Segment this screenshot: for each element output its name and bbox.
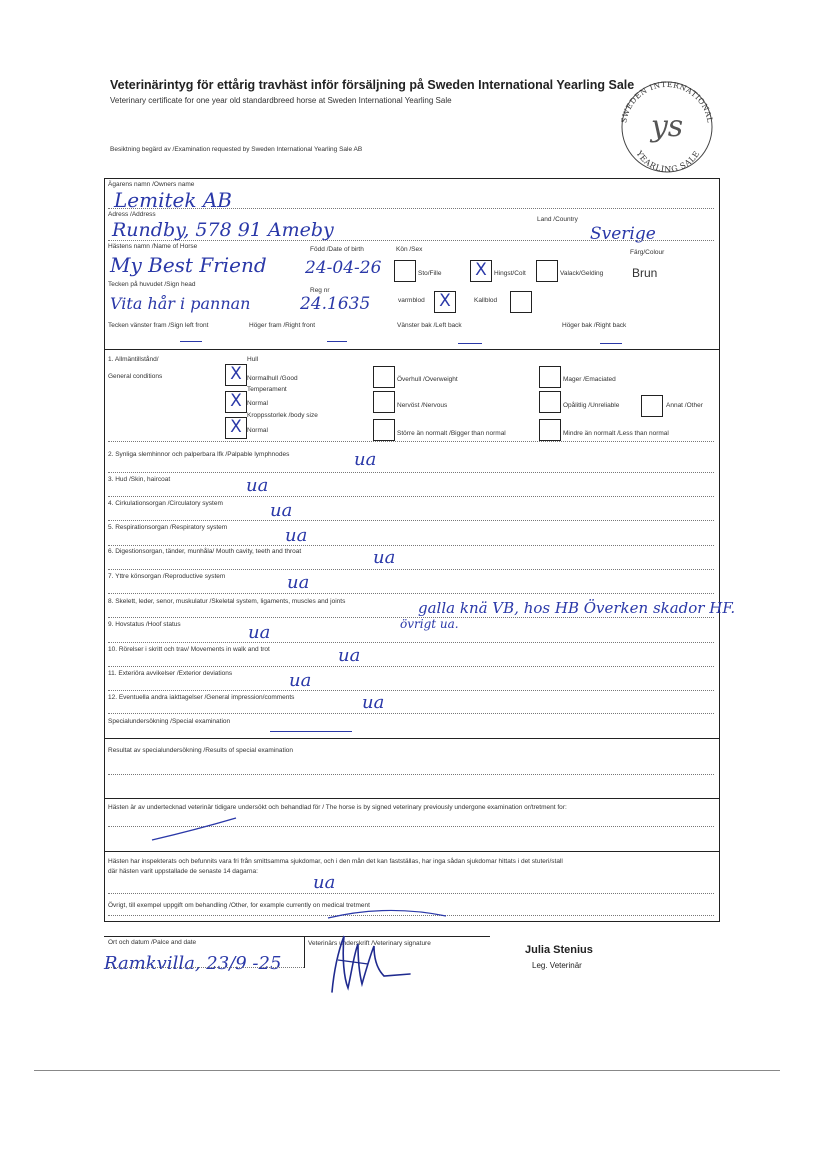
address-value: Rundby, 578 91 Ameby — [112, 219, 334, 241]
sex-checkbox-filly[interactable] — [394, 260, 416, 282]
item-4-value: ua — [270, 500, 293, 521]
body-size-bigger-label: Större än normalt /Bigger than normal — [397, 430, 506, 437]
temperament-nervous-label: Nervöst /Nervous — [397, 402, 448, 409]
sign-head-label: Tecken på huvudet /Sign head — [108, 281, 196, 288]
hull-emaciated-checkbox[interactable] — [539, 366, 561, 388]
hull-overweight-checkbox[interactable] — [373, 366, 395, 388]
body-size-normal-checkbox[interactable] — [225, 417, 247, 439]
country-value: Sverige — [590, 224, 656, 244]
item-6-label: 6. Digestionsorgan, tänder, munhåla/ Mouth cavity, teeth and throat — [108, 548, 302, 555]
birth-date-label: Född /Date of birth — [310, 246, 364, 253]
item-10-value: ua — [338, 645, 361, 666]
veterinary-signature — [318, 930, 418, 1000]
item-4-label: 4. Cirkulationsorgan /Circulatory system — [108, 500, 223, 507]
check-x-icon: X — [439, 291, 451, 311]
hull-title: Hull — [247, 356, 259, 363]
item-3-label: 3. Hud /Skin, haircoat — [108, 476, 171, 483]
horse-name-label: Hästens namn /Name of Horse — [108, 243, 198, 250]
hull-overweight-label: Överhull /Overweight — [397, 376, 458, 383]
sex-option-colt: Hingst/Colt — [494, 270, 526, 277]
general-label-sv: 1. Allmäntillstånd/ — [108, 356, 159, 363]
item-9-label: 9. Hovstatus /Hoof status — [108, 621, 181, 628]
leg-left-front-label: Tecken vänster fram /Sign left front — [108, 322, 209, 329]
signature-label: Veterinärs underskrift /Veterinary signature — [308, 940, 431, 947]
hull-good-label: Normalhull /Good — [247, 375, 298, 382]
item-5-value: ua — [285, 525, 308, 546]
body-size-bigger-checkbox[interactable] — [373, 419, 395, 441]
item-9-value: ua — [248, 622, 271, 643]
item-7-value: ua — [287, 572, 310, 593]
place-date-value: Ramkvilla, 23/9 -25 — [104, 953, 282, 974]
item-6-value: ua — [373, 547, 396, 568]
temperament-nervous-checkbox[interactable] — [373, 391, 395, 413]
check-x-icon: X — [230, 364, 242, 384]
temperament-unreliable-label: Opålitlig /Unreliable — [563, 402, 620, 409]
temperament-normal-checkbox[interactable] — [225, 391, 247, 413]
body-size-title: Kroppsstorlek /body size — [247, 412, 318, 419]
blood-checkbox-warm[interactable] — [434, 291, 456, 313]
special-exam-label: Specialundersökning /Special examination — [108, 718, 231, 725]
owner-label: Ägarens namn /Owners name — [108, 181, 195, 188]
item-12-label: 12. Eventuella andra iakttagelser /General impression/comments — [108, 694, 295, 701]
sex-option-gelding: Valack/Gelding — [560, 270, 604, 277]
yearling-sale-seal — [612, 70, 722, 180]
sign-head-value: Vita hår i pannan — [110, 294, 251, 313]
temperament-other-label: Annat /Other — [666, 402, 703, 409]
item-5-label: 5. Respirationsorgan /Respiratory system — [108, 524, 228, 531]
veterinarian-name: Julia Stenius — [525, 944, 593, 956]
inspected-value: ua — [313, 872, 336, 893]
hull-good-checkbox[interactable] — [225, 364, 247, 386]
temperament-other-checkbox[interactable] — [641, 395, 663, 417]
item-7-label: 7. Yttre könsorgan /Reproductive system — [108, 573, 226, 580]
item-8-label: 8. Skelett, leder, senor, muskulatur /Skeletal system, ligaments, muscles and joints — [108, 598, 346, 605]
leg-right-back-label: Höger bak /Right back — [562, 322, 627, 329]
sex-label: Kön /Sex — [396, 246, 423, 253]
blood-option-warm: varmblod — [398, 297, 425, 304]
item-8-value: galla knä VB, hos HB Överken skador HF. — [418, 599, 736, 617]
country-label: Land /Country — [537, 216, 578, 223]
item-11-value: ua — [289, 670, 312, 691]
owner-value: Lemitek AB — [114, 188, 232, 212]
temperament-normal-label: Normal — [247, 400, 268, 407]
blood-checkbox-cold[interactable] — [510, 291, 532, 313]
inspected-label-1: Hästen har inspekterats och befunnits vara fri från smittsamma sjukdomar, och i den mån det kan fastställas, har inga sådan sjukdomar hittats i det stuteri/stall — [108, 858, 563, 865]
sex-option-filly: Sto/Fille — [418, 270, 442, 277]
seal-monogram: ys — [650, 109, 684, 144]
check-x-icon: X — [230, 391, 242, 411]
previous-treatment-label: Hästen är av undertecknad veterinär tidigare undersökt och behandlad för / The horse is by signed veterinary previously undergone examination or/tretment for: — [108, 804, 567, 811]
item-2-value: ua — [354, 449, 377, 470]
item-3-value: ua — [246, 475, 269, 496]
other-label: Övrigt, till exempel uppgift om behandling /Other, for example currently on medical tretment — [108, 902, 370, 909]
reg-nr-value: 24.1635 — [300, 294, 371, 314]
item-9-extra: övrigt ua. — [400, 617, 459, 631]
body-size-smaller-label: Mindre än normalt /Less than normal — [563, 430, 669, 437]
temperament-title: Temperament — [247, 386, 287, 393]
check-x-icon: X — [475, 260, 487, 280]
item-10-label: 10. Rörelser i skritt och trav/ Movements in walk and trot — [108, 646, 270, 653]
inspected-label-2: där hästen varit uppstallade de senaste 14 dagarna: — [108, 868, 258, 875]
item-12-value: ua — [362, 692, 385, 713]
address-label: Adress /Address — [108, 211, 156, 218]
strike-line-other — [326, 906, 450, 920]
body-size-normal-label: Normal — [247, 427, 268, 434]
requested-by: Besiktning begärd av /Examination requested by Sweden International Yearling Sale AB — [110, 146, 363, 153]
special-results-label: Resultat av specialundersökning /Results of special examination — [108, 747, 293, 754]
temperament-unreliable-checkbox[interactable] — [539, 391, 561, 413]
veterinarian-title: Leg. Veterinär — [532, 961, 582, 970]
strike-line — [150, 814, 240, 844]
place-date-label: Ort och datum /Palce and date — [108, 939, 197, 946]
birth-date-value: 24-04-26 — [305, 258, 382, 278]
svg-text:YEARLING SALE — [634, 148, 702, 174]
seal-bottom-text: YEARLING SALE — [634, 149, 702, 175]
colour-label: Färg/Colour — [630, 249, 665, 256]
sex-checkbox-colt[interactable] — [470, 260, 492, 282]
sex-checkbox-gelding[interactable] — [536, 260, 558, 282]
seal-top-text: SWEDEN INTERNATIONAL — [619, 79, 715, 124]
body-size-smaller-checkbox[interactable] — [539, 419, 561, 441]
hull-emaciated-label: Mager /Emaciated — [563, 376, 616, 383]
general-label-en: General conditions — [108, 373, 163, 380]
horse-name-value: My Best Friend — [110, 253, 267, 277]
item-2-label: 2. Synliga slemhinnor och palperbara lfk /Palpable lymphnodes — [108, 451, 290, 458]
leg-left-back-label: Vänster bak /Left back — [397, 322, 462, 329]
colour-value: Brun — [632, 266, 658, 280]
check-x-icon: X — [230, 417, 242, 437]
reg-nr-label: Reg nr — [310, 287, 330, 294]
certificate-subtitle: Veterinary certificate for one year old standardbreed horse at Sweden International Yearling Sale — [110, 96, 452, 105]
item-11-label: 11. Exteriöra avvikelser /Exterior deviations — [108, 670, 233, 677]
leg-right-front-label: Höger fram /Right front — [249, 322, 316, 329]
certificate-title: Veterinärintyg för ettårig travhäst inför försäljning på Sweden International Yearling Sale — [110, 78, 635, 92]
blood-option-cold: Kallblod — [474, 297, 498, 304]
